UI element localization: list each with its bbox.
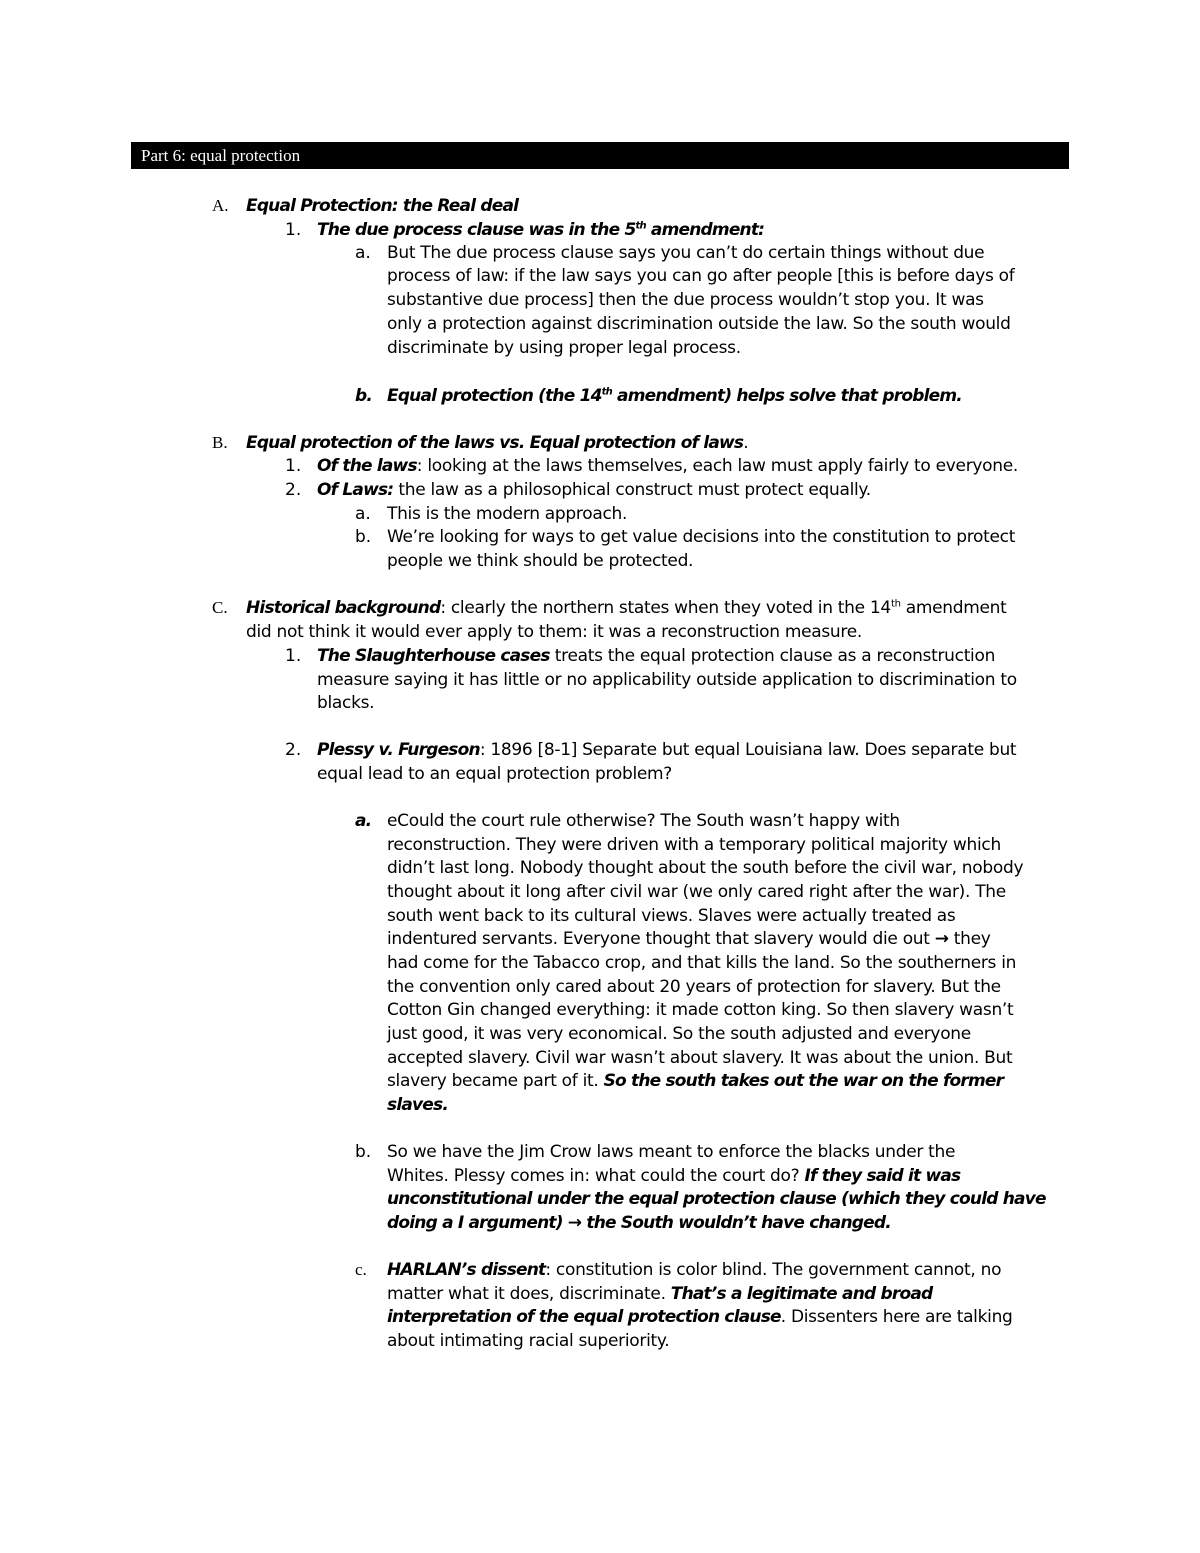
- item-C1-term: The Slaughterhouse cases: [317, 646, 550, 666]
- item-C2-line1: : 1896 [8-1] Separate but equal Louisiana law. Does separate but: [479, 740, 1017, 760]
- item-C2a-line: [387, 1070, 1003, 1094]
- item-A1a-line: only a protection against discrimination outside the law. So the south would: [387, 314, 1011, 334]
- section-C-line: [246, 597, 1007, 621]
- item-C2-term: Plessy v. Furgeson: [317, 740, 480, 760]
- item-C2c-line1: : constitution is color blind. The government cannot, no: [545, 1260, 1002, 1280]
- outline-marker-C2: 2.: [285, 740, 302, 760]
- item-B1-term: Of the laws: [317, 456, 417, 476]
- outline-marker-C: C.: [212, 598, 228, 617]
- item-C2a-line: didn’t last long. Nobody thought about the south before the civil war, nobody: [387, 858, 1024, 878]
- item-B2-term: Of Laws:: [317, 480, 394, 500]
- right-arrow-icon: →: [934, 929, 949, 949]
- item-C2a-line: thought about it long after civil war (we only cared right after the war). The: [387, 882, 1006, 902]
- item-C2a-line: [387, 928, 991, 952]
- section-C-line: did not think it would ever apply to them: it was a reconstruction measure.: [246, 622, 862, 642]
- section-C-term: Historical background: [246, 598, 441, 618]
- item-C2a-line12-bold: So the south takes out the war on the former: [603, 1071, 1004, 1091]
- item-B2: [317, 479, 871, 503]
- item-C2b-line2-bold: If they said it was: [804, 1166, 961, 1186]
- item-B2-text: the law as a philosophical construct must protect equally.: [393, 480, 871, 500]
- item-C2c-line2-pre: matter what it does, discriminate.: [387, 1284, 671, 1304]
- item-C2c-line3-bold: interpretation of the equal protection clause: [387, 1307, 781, 1327]
- item-A1b-pre: Equal protection (the 14: [387, 386, 602, 406]
- item-C2a-line6-pre: indentured servants. Everyone thought that slavery would die out: [387, 929, 935, 949]
- outline-marker-A: A.: [212, 196, 229, 215]
- section-B-heading-text: Equal protection of the laws vs. Equal protection of laws: [246, 433, 744, 453]
- item-C1-line: measure saying it has little or no applicability outside application to discrimination to: [317, 670, 1017, 690]
- item-C2c-line: [387, 1306, 1013, 1330]
- outline-marker-B1: 1.: [285, 456, 302, 476]
- outline-marker-B2b: b.: [355, 527, 372, 547]
- item-C2a-line6-post: they: [948, 929, 991, 949]
- outline-marker-B2a: a.: [355, 504, 371, 524]
- item-C2b-line: [387, 1212, 891, 1236]
- item-C2b-line: [387, 1188, 1046, 1212]
- outline-marker-C2c: c.: [355, 1260, 367, 1279]
- item-A1-heading: [317, 219, 764, 243]
- item-C2b-line4-bold: [387, 1213, 891, 1233]
- item-C2a-line: accepted slavery. Civil war wasn’t about slavery. It was about the union. But: [387, 1048, 1013, 1068]
- item-C1-line: blacks.: [317, 693, 375, 713]
- item-A1b-sup: th: [601, 386, 612, 398]
- item-A1b-text: [387, 385, 962, 409]
- outline-marker-C1: 1.: [285, 646, 302, 666]
- item-A1a-line: But The due process clause says you can’t do certain things without due: [387, 243, 985, 263]
- item-B2b-line: We’re looking for ways to get value decisions into the constitution to protect: [387, 527, 1016, 547]
- item-A1-heading-sup: th: [635, 220, 646, 232]
- section-B-heading: [246, 432, 748, 456]
- item-C2b-line4-post: the South wouldn’t have changed.: [581, 1213, 891, 1233]
- item-B2b-line: people we think should be protected.: [387, 551, 694, 571]
- item-C2a-line: the convention only cared about 20 years of protection for slavery. But the: [387, 977, 1001, 997]
- item-C2a-line: south went back to its cultural views. Slaves were actually treated as: [387, 906, 956, 926]
- item-B1: [317, 455, 1018, 479]
- item-C2a-line: had come for the Tabacco crop, and that kills the land. So the southerners in: [387, 953, 1017, 973]
- outline-marker-B2: 2.: [285, 480, 302, 500]
- item-A1a-line: process of law: if the law says you can go after people [this is before days of: [387, 266, 1015, 286]
- item-C2a-line: Cotton Gin changed everything: it made cotton king. So then slavery wasn’t: [387, 1000, 1014, 1020]
- outline-marker-C2a: a.: [355, 811, 372, 831]
- item-C2a-line: reconstruction. They were driven with a temporary political majority which: [387, 835, 1001, 855]
- outline-marker-B: B.: [212, 433, 228, 452]
- section-A-heading: [246, 195, 518, 219]
- outline-marker-C2b: b.: [355, 1142, 372, 1162]
- item-C2c-line3-post: . Dissenters here are talking: [780, 1307, 1013, 1327]
- item-C2a-line13-bold: slaves.: [387, 1095, 449, 1115]
- outline-marker-A1: 1.: [285, 220, 302, 240]
- item-C2a-line: eCould the court rule otherwise? The South wasn’t happy with: [387, 811, 900, 831]
- item-A1-heading-post: amendment:: [645, 220, 765, 240]
- section-title-bar: Part 6: equal protection: [131, 142, 1069, 169]
- item-C2c-line: [387, 1283, 932, 1307]
- item-C2c-line2-bold: That’s a legitimate and broad: [670, 1284, 933, 1304]
- item-C2b-line4-pre: doing a I argument): [387, 1213, 568, 1233]
- outline-marker-A1a: a.: [355, 243, 371, 263]
- item-C2b-line: So we have the Jim Crow laws meant to enforce the blacks under the: [387, 1142, 956, 1162]
- item-A1-heading-pre: The due process clause was in the 5: [317, 220, 636, 240]
- item-C1-line1: treats the equal protection clause as a reconstruction: [549, 646, 996, 666]
- item-C2a-line: just good, it was very economical. So the south adjusted and everyone: [387, 1024, 971, 1044]
- item-A1b-text-bold: [387, 386, 962, 406]
- outline-marker-A1b: b.: [355, 386, 373, 406]
- item-A1b-post: amendment) helps solve that problem.: [611, 386, 962, 406]
- item-C2a-line12-pre: slavery became part of it.: [387, 1071, 604, 1091]
- item-C2b-line2-pre: Whites. Plessy comes in: what could the court do?: [387, 1166, 805, 1186]
- item-C2a-line: [387, 1094, 448, 1118]
- item-A1a-line: discriminate by using proper legal process.: [387, 338, 741, 358]
- section-C-line1-post: amendment: [900, 598, 1007, 618]
- section-B-heading-tail: .: [743, 433, 749, 453]
- item-A1a-line: substantive due process] then the due process wouldn’t stop you. It was: [387, 290, 984, 310]
- item-C2b-line: [387, 1165, 960, 1189]
- item-C2c-line: [387, 1259, 1001, 1283]
- item-C2b-line3-bold: unconstitutional under the equal protection clause (which they could have: [387, 1189, 1046, 1209]
- item-C2c-line: about intimating racial superiority.: [387, 1331, 670, 1351]
- section-C-line1-pre: : clearly the northern states when they voted in the 14: [440, 598, 891, 618]
- section-A-heading-text: Equal Protection: the Real deal: [246, 196, 519, 216]
- item-C2c-term: HARLAN’s dissent: [387, 1260, 546, 1280]
- item-C2-line: equal lead to an equal protection problem?: [317, 764, 673, 784]
- item-B1-text: : looking at the laws themselves, each law must apply fairly to everyone.: [416, 456, 1018, 476]
- section-C-line1-sup: th: [890, 598, 901, 610]
- item-B2a-text: This is the modern approach.: [387, 504, 628, 524]
- item-C1-line: [317, 645, 995, 669]
- right-arrow-icon: →: [567, 1213, 582, 1233]
- item-A1-heading-text: [317, 220, 764, 240]
- item-C2-line: [317, 739, 1016, 763]
